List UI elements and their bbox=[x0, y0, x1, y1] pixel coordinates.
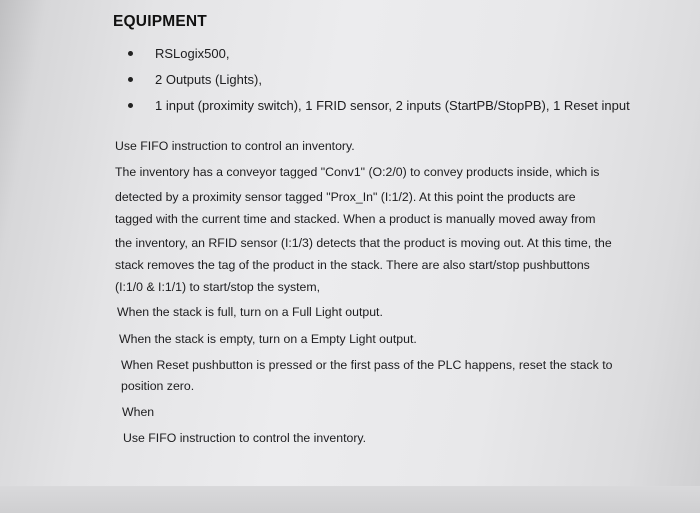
body-line: When the stack is empty, turn on a Empty Light output. bbox=[119, 332, 417, 346]
body-line: (I:1/0 & I:1/1) to start/stop the system, bbox=[115, 280, 321, 294]
list-item bbox=[128, 44, 630, 70]
equipment-heading: EQUIPMENT bbox=[113, 13, 207, 30]
bullet-icon bbox=[128, 103, 133, 108]
equipment-item-text: 1 input (proximity switch), 1 FRID sensor, 2 inputs (StartPB/StopPB), 1 Reset input bbox=[155, 98, 630, 113]
body-line: Use FIFO instruction to control an inventory. bbox=[115, 139, 355, 153]
equipment-list bbox=[128, 44, 630, 122]
screen-bottom-edge bbox=[0, 486, 700, 513]
body-line: the inventory, an RFID sensor (I:1/3) detects that the product is moving out. At this time, the bbox=[115, 236, 612, 250]
list-item bbox=[128, 96, 630, 122]
body-line: The inventory has a conveyor tagged "Conv1" (O:2/0) to convey products inside, which is bbox=[115, 165, 600, 179]
body-line: When the stack is full, turn on a Full Light output. bbox=[117, 305, 383, 319]
body-line: position zero. bbox=[121, 379, 195, 393]
list-item bbox=[128, 70, 630, 96]
equipment-item-text: RSLogix500, bbox=[155, 46, 230, 61]
body-line: Use FIFO instruction to control the inventory. bbox=[123, 431, 367, 445]
body-line: tagged with the current time and stacked. When a product is manually moved away from bbox=[115, 212, 596, 226]
equipment-item-text: 2 Outputs (Lights), bbox=[155, 72, 262, 87]
body-line: When bbox=[122, 405, 155, 419]
bullet-icon bbox=[128, 77, 133, 82]
body-line: When Reset pushbutton is pressed or the first pass of the PLC happens, reset the stack to bbox=[121, 358, 613, 372]
bullet-icon bbox=[128, 51, 133, 56]
body-line: stack removes the tag of the product in the stack. There are also start/stop pushbuttons bbox=[115, 258, 590, 272]
body-line: detected by a proximity sensor tagged "Prox_In" (I:1/2). At this point the products are bbox=[115, 190, 576, 204]
